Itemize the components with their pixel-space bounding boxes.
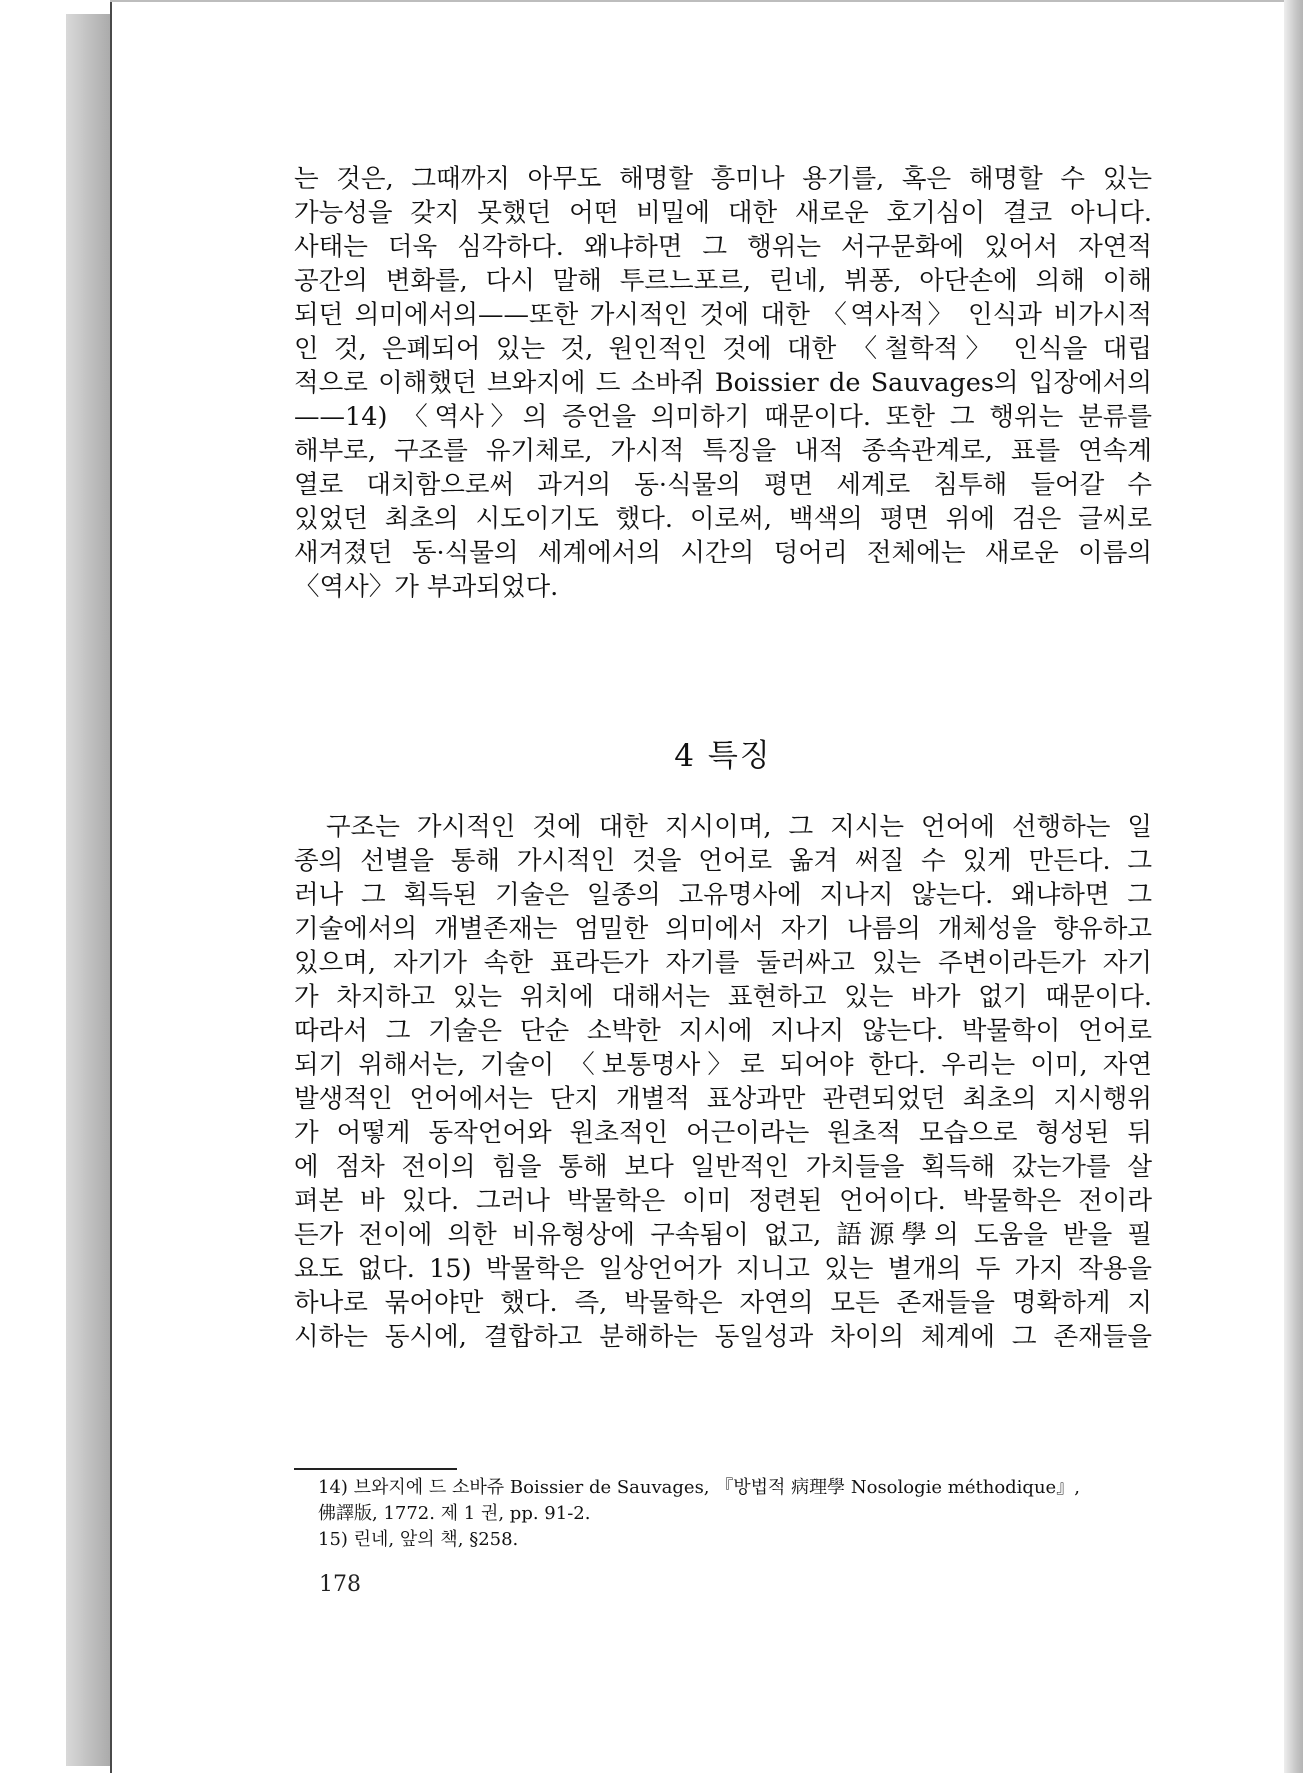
text-line: 되던 의미에서의——또한 가시적인 것에 대한 〈역사적〉 인식과 비가시적: [294, 300, 1152, 330]
text-line: 공간의 변화를, 다시 말해 투르느포르, 린네, 뷔퐁, 아단손에 의해 이해: [294, 266, 1152, 296]
text-line: 가능성을 갖지 못했던 어떤 비밀에 대한 새로운 호기심이 결코 아니다.: [294, 198, 1152, 228]
text-line: 시하는 동시에, 결합하고 분해하는 동일성과 차이의 체계에 그 존재들을: [294, 1322, 1152, 1352]
text-line: 에 점차 전이의 힘을 통해 보다 일반적인 가치들을 획득해 갔는가를 살: [294, 1152, 1152, 1182]
page-number: 178: [319, 1572, 361, 1597]
footnote-14-continued: 佛譯版, 1772. 제 1 권, pp. 91-2.: [318, 1503, 591, 1524]
text-line: ——14) 〈역사〉의 증언을 의미하기 때문이다. 또한 그 행위는 분류를: [294, 402, 1152, 432]
text-line: 발생적인 언어에서는 단지 개별적 표상과만 관련되었던 최초의 지시행위: [294, 1084, 1152, 1114]
text-line: 해부로, 구조를 유기체로, 가시적 특징을 내적 종속관계로, 표를 연속계: [294, 436, 1152, 466]
text-line: 러나 그 획득된 기술은 일종의 고유명사에 지나지 않는다. 왜냐하면 그: [294, 880, 1152, 910]
text-line: 〈역사〉가 부과되었다.: [294, 572, 559, 602]
text-line: 인 것, 은폐되어 있는 것, 원인적인 것에 대한 〈철학적〉 인식을 대립: [294, 334, 1152, 364]
book-spine: [66, 14, 114, 1766]
text-line: 든가 전이에 의한 비유형상에 구속됨이 없고, 語源學의 도움을 받을 필: [294, 1220, 1152, 1250]
text-line: 펴본 바 있다. 그러나 박물학은 이미 정련된 언어이다. 박물학은 전이라: [294, 1186, 1152, 1216]
text-line: 있으며, 자기가 속한 표라든가 자기를 둘러싸고 있는 주변이라든가 자기: [294, 948, 1152, 978]
section-heading: 4 특징: [674, 738, 772, 774]
text-line: 사태는 더욱 심각하다. 왜냐하면 그 행위는 서구문화에 있어서 자연적: [294, 232, 1152, 262]
text-line: 가 차지하고 있는 위치에 대해서는 표현하고 있는 바가 없기 때문이다.: [294, 982, 1152, 1012]
page-right-edge: [1284, 0, 1303, 1773]
text-line: 있었던 최초의 시도이기도 했다. 이로써, 백색의 평면 위에 검은 글씨로: [294, 504, 1152, 534]
text-line: 따라서 그 기술은 단순 소박한 지시에 지나지 않는다. 박물학이 언어로: [294, 1016, 1152, 1046]
text-line: 하나로 묶어야만 했다. 즉, 박물학은 자연의 모든 존재들을 명확하게 지: [294, 1288, 1152, 1318]
text-line: 종의 선별을 통해 가시적인 것을 언어로 옮겨 써질 수 있게 만든다. 그: [294, 846, 1152, 876]
page-top-edge: [110, 0, 1286, 2]
footnote-separator: [294, 1468, 457, 1470]
text-line: 열로 대치함으로써 과거의 동·식물의 평면 세계로 침투해 들어갈 수: [294, 470, 1152, 500]
text-line: 가 어떻게 동작언어와 원초적인 어근이라는 원초적 모습으로 형성된 뒤: [294, 1118, 1152, 1148]
text-line: 는 것은, 그때까지 아무도 해명할 흥미나 용기를, 혹은 해명할 수 있는: [294, 164, 1152, 194]
footnote-15: 15) 린네, 앞의 책, §258.: [318, 1529, 519, 1550]
text-line: 요도 없다. 15) 박물학은 일상언어가 지니고 있는 별개의 두 가지 작용을: [294, 1254, 1152, 1284]
text-line: 기술에서의 개별존재는 엄밀한 의미에서 자기 나름의 개체성을 향유하고: [294, 914, 1152, 944]
text-line: 되기 위해서는, 기술이 〈보통명사〉로 되어야 한다. 우리는 이미, 자연: [294, 1050, 1152, 1080]
text-line: 새겨졌던 동·식물의 세계에서의 시간의 덩어리 전체에는 새로운 이름의: [294, 538, 1152, 568]
text-line: 적으로 이해했던 브와지에 드 소바쥐 Boissier de Sauvages의 입장에서의: [294, 368, 1152, 398]
footnote-14: 14) 브와지에 드 소바쥬 Boissier de Sauvages, 『방법적 病理學 Nosologie méthodique』,: [318, 1477, 1080, 1498]
text-line: 구조는 가시적인 것에 대한 지시이며, 그 지시는 언어에 선행하는 일: [326, 812, 1152, 842]
